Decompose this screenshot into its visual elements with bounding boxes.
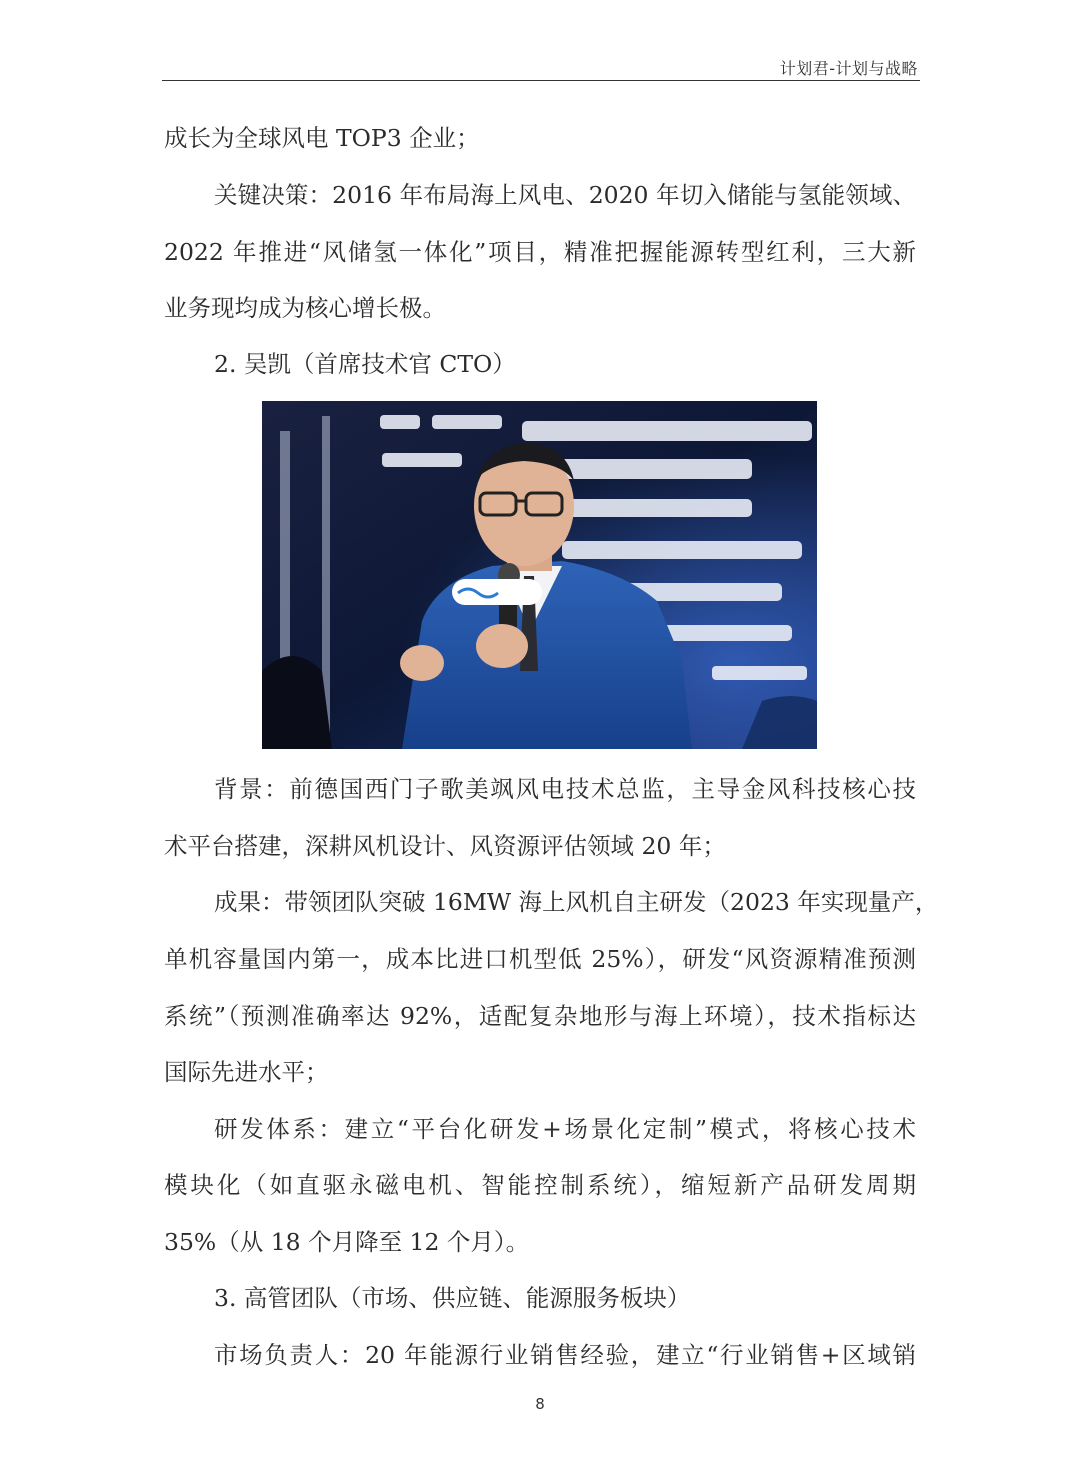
body-line: 成果：带领团队突破 16MW 海上风机自主研发（2023 年实现量产， [214, 888, 939, 916]
body-line: 术平台搭建，深耕风机设计、风资源评估领域 20 年； [164, 832, 726, 860]
running-header-title: 计划君-计划与战略 [779, 59, 918, 78]
body-line: 35%（从 18 个月降至 12 个月）。 [164, 1228, 530, 1256]
body-line: 单机容量国内第一，成本比进口机型低 25%），研发“风资源精准预测 [164, 945, 916, 973]
body-line: 关键决策：2016 年布局海上风电、2020 年切入储能与氢能领域、 [214, 181, 916, 209]
body-line: 模块化（如直驱永磁电机、智能控制系统），缩短新产品研发周期 [164, 1171, 916, 1199]
speaker-photo [262, 401, 817, 749]
body-line: 2022 年推进“风储氢一体化”项目，精准把握能源转型红利，三大新 [164, 238, 916, 266]
body-line: 研发体系：建立“平台化研发+场景化定制”模式，将核心技术 [214, 1115, 916, 1143]
section-heading: 2. 吴凯（首席技术官 CTO） [214, 350, 516, 378]
body-line: 国际先进水平； [164, 1058, 329, 1086]
body-line: 市场负责人：20 年能源行业销售经验，建立“行业销售+区域销 [214, 1341, 916, 1369]
body-line: 成长为全球风电 TOP3 企业； [164, 124, 480, 152]
body-line: 背景：前德国西门子歌美飒风电技术总监，主导金风科技核心技 [214, 775, 916, 803]
section-heading: 3. 高管团队（市场、供应链、能源服务板块） [214, 1284, 691, 1312]
page-number: 8 [535, 1395, 545, 1413]
body-line: 业务现均成为核心增长极。 [164, 294, 446, 322]
header-divider [162, 80, 920, 81]
body-line: 系统”（预测准确率达 92%，适配复杂地形与海上环境），技术指标达 [164, 1002, 916, 1030]
